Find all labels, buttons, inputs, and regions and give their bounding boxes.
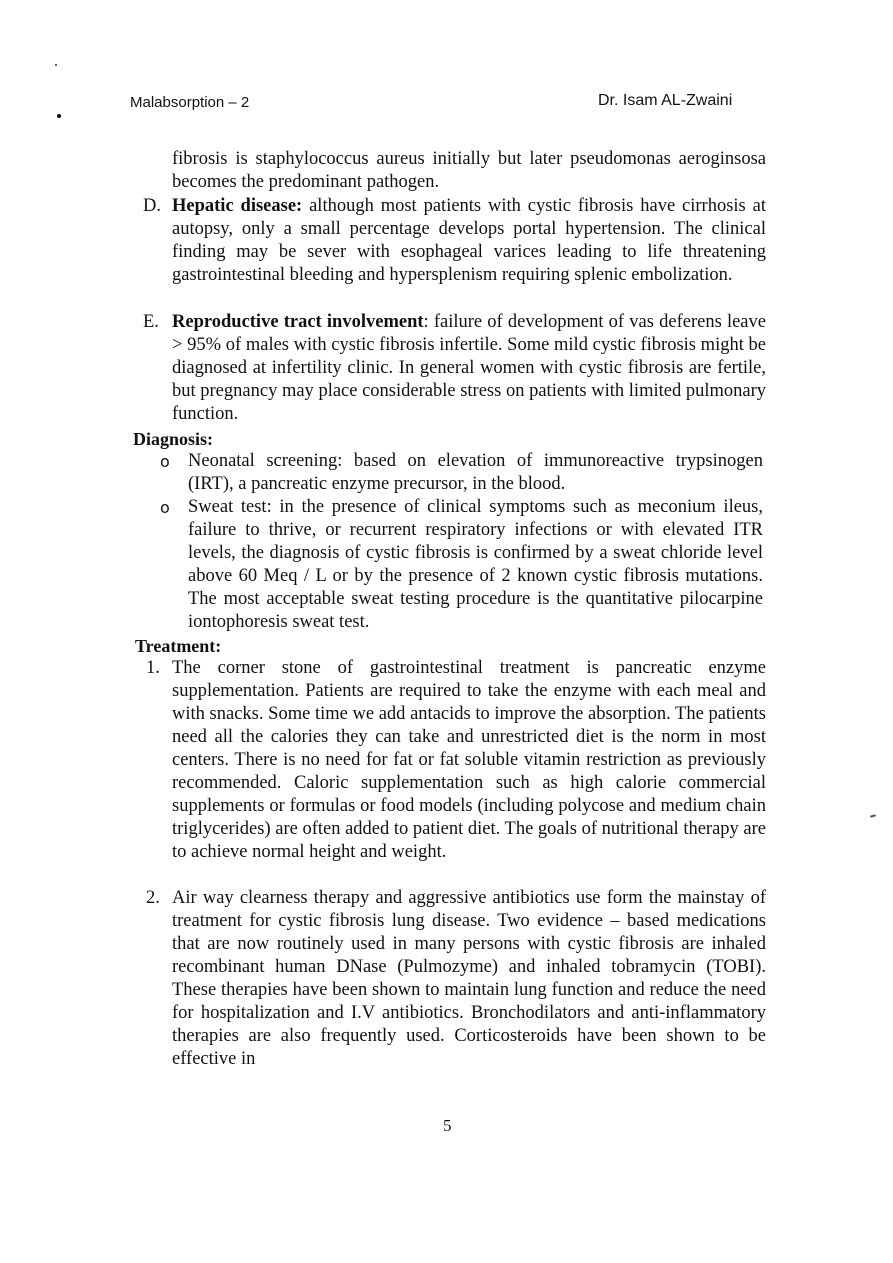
bullet-text: Sweat test: in the presence of clinical symptoms such as meconium ileus, failure to thrive, or recurrent respiratory infections or with elevated ITR levels, the diagnosis of cystic fibrosis is confirmed by a sweat chloride level above 60 Meq / L or by the presence of 2 known cystic fibrosis mutations. The most acceptable sweat testing procedure is the quantitative pilocarpine iontophoresis sweat test. <box>188 497 763 632</box>
treatment-item-text: Air way clearness therapy and aggressive antibiotics use form the mainstay of treatment for cystic fibrosis lung disease. Two evidence – based medications that are now routinely used in many persons with cystic fibrosis are inhaled recombinant human DNase (Pulmozyme) and inhaled tobramycin (TOBI). These therapies have been shown to maintain lung function and reduce the need for hospitalization and I.V antibiotics. Bronchodilators and anti-inflammatory therapies are also frequently used. Corticosteroids have been shown to be effective in <box>172 888 766 1069</box>
scan-speck <box>870 814 876 817</box>
list-item-reproductive-tract <box>143 311 766 426</box>
page-number: 5 <box>443 1116 452 1135</box>
treatment-item <box>146 887 766 1071</box>
bullet-icon: o <box>160 452 170 471</box>
section-heading-diagnosis: Diagnosis: <box>133 429 214 449</box>
item-text: : failure of development of vas deferens leave > 95% of males with cystic fibrosis infertile. Some mild cystic fibrosis might be diagnosed at infertility clinic. In general women with cystic fibrosis are fertile, but pregnancy may place considerable stress on patients with limited pulmonary function. <box>172 312 766 424</box>
diagnosis-bullet <box>160 450 763 496</box>
scan-speck <box>55 64 57 66</box>
list-marker: 2. <box>146 888 160 908</box>
list-item-body <box>172 311 766 426</box>
list-item-hepatic-disease <box>143 195 766 287</box>
running-header-title: Malabsorption – 2 <box>130 94 250 111</box>
bullet-icon: o <box>160 498 170 517</box>
item-label: Hepatic disease: <box>172 196 303 216</box>
bullet-text: Neonatal screening: based on elevation of immunoreactive trypsinogen (IRT), a pancreatic enzyme precursor, in the blood. <box>188 451 763 494</box>
scan-speck <box>57 114 61 118</box>
list-item-body <box>172 195 766 287</box>
item-label: Reproductive tract involvement <box>172 312 424 332</box>
list-marker: 1. <box>146 658 160 678</box>
treatment-item-text: The corner stone of gastrointestinal treatment is pancreatic enzyme supplementation. Patients are required to take the enzyme with each meal and with snacks. Some time we add antacids to improve the absorption. The patients need all the calories they can take and unrestricted diet is the norm in most centers. There is no need for fat or fat soluble vitamin restriction as previously recommended. Caloric supplementation such as high calorie commercial supplements or formulas or food models (including polycose and medium chain triglycerides) are often added to patient diet. The goals of nutritional therapy are to achieve normal height and weight. <box>172 658 767 862</box>
list-marker: D. <box>143 196 161 216</box>
list-marker: E. <box>143 312 159 332</box>
diagnosis-bullet <box>160 496 763 634</box>
running-header-author: Dr. Isam AL-Zwaini <box>598 92 733 109</box>
continued-paragraph: fibrosis is staphylococcus aureus initially but later pseudomonas aeroginsosa becomes the predominant pathogen. <box>172 149 766 192</box>
treatment-item <box>146 657 766 864</box>
section-heading-treatment: Treatment: <box>135 636 222 656</box>
item-text: although most patients with cystic fibrosis have cirrhosis at autopsy, only a small percentage develops portal hypertension. The clinical finding may be sever with esophageal varices leading to life threatening gastrointestinal bleeding and hypersplenism requiring splenic embolization. <box>172 196 766 285</box>
